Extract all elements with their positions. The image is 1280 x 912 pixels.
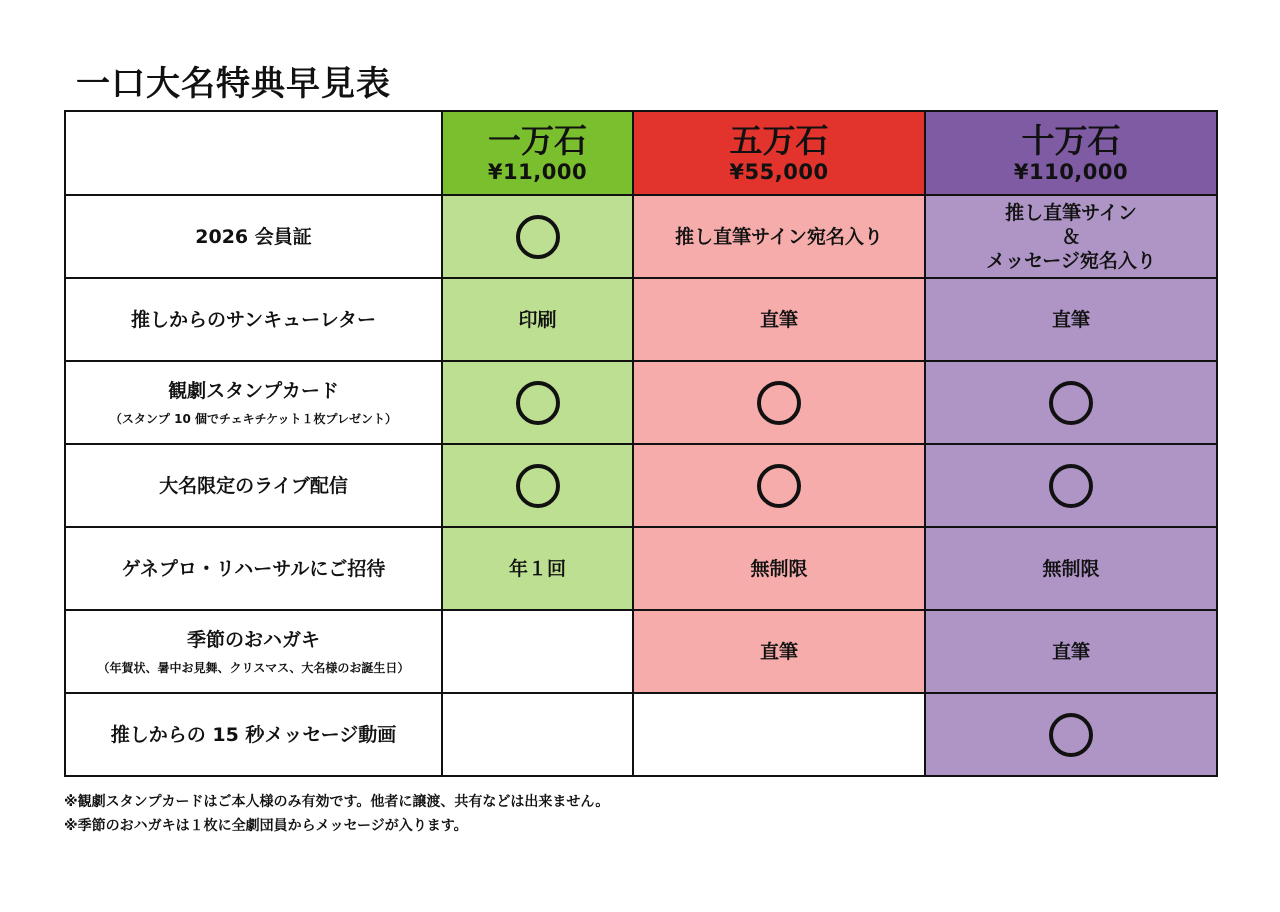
- tier-price: ¥55,000: [729, 160, 829, 184]
- corner-cell: [65, 111, 442, 195]
- benefit-row: [65, 527, 1217, 610]
- tier-1-cell: [442, 693, 633, 776]
- benefit-label-cell: [65, 693, 442, 776]
- benefit-rows: [65, 195, 1217, 776]
- tier-header-2: [633, 111, 925, 195]
- tier-2-cell: [633, 610, 925, 693]
- benefit-label: 季節のおハガキ: [186, 628, 320, 651]
- benefit-value: 推し直筆サイン宛名入り: [675, 225, 883, 248]
- tier-3-cell: [925, 278, 1217, 361]
- included-circle-icon: [516, 381, 560, 425]
- tier-2-cell: [633, 693, 925, 776]
- tier-1-cell: [442, 610, 633, 693]
- tier-3-cell: [925, 444, 1217, 527]
- benefit-row: [65, 693, 1217, 776]
- benefit-label-cell: [65, 610, 442, 693]
- tier-3-cell: [925, 195, 1217, 278]
- benefit-label: 観劇スタンプカード: [168, 379, 339, 402]
- included-circle-icon: [757, 464, 801, 508]
- benefit-label: 大名限定のライブ配信: [159, 474, 348, 497]
- benefit-value-line: メッセージ宛名入り: [986, 249, 1156, 272]
- tier-1-cell: [442, 361, 633, 444]
- benefit-value: 無制限: [1042, 557, 1100, 580]
- benefit-label: ゲネプロ・リハーサルにご招待: [121, 557, 386, 580]
- tier-1-cell: [442, 195, 633, 278]
- included-circle-icon: [516, 464, 560, 508]
- benefit-value-line: 推し直筆サイン: [1005, 201, 1137, 224]
- benefit-label-cell: [65, 527, 442, 610]
- benefit-value: 印刷: [518, 308, 557, 331]
- benefit-value: 直筆: [1051, 640, 1090, 663]
- tier-3-cell: [925, 610, 1217, 693]
- tier-1-cell: [442, 527, 633, 610]
- tier-3-cell: [925, 527, 1217, 610]
- benefit-row: [65, 195, 1217, 278]
- benefit-value: 直筆: [759, 308, 798, 331]
- included-circle-icon: [516, 215, 560, 259]
- tier-header-3: [925, 111, 1217, 195]
- tier-header-row: [65, 111, 1217, 195]
- benefits-table: [64, 110, 1218, 777]
- page-title: 一口大名特典早見表: [76, 64, 391, 104]
- tier-name: 一万石: [488, 121, 587, 160]
- benefit-label-cell: [65, 361, 442, 444]
- tier-price: ¥11,000: [487, 160, 588, 184]
- benefit-row: [65, 278, 1217, 361]
- tier-2-cell: [633, 361, 925, 444]
- footnotes: [64, 790, 609, 838]
- benefit-label-cell: [65, 195, 442, 278]
- included-circle-icon: [1049, 381, 1093, 425]
- included-circle-icon: [1049, 713, 1093, 757]
- tier-2-cell: [633, 527, 925, 610]
- footnote: ※観劇スタンプカードはご本人様のみ有効です。他者に譲渡、共有などは出来ません。: [64, 794, 610, 810]
- tier-name: 十万石: [1021, 121, 1121, 160]
- tier-2-cell: [633, 444, 925, 527]
- footnote: ※季節のおハガキは１枚に全劇団員からメッセージが入ります。: [64, 818, 468, 834]
- tier-header-1: [442, 111, 633, 195]
- tier-price: ¥110,000: [1013, 160, 1129, 184]
- included-circle-icon: [757, 381, 801, 425]
- benefit-note: （年賀状、暑中お見舞、クリスマス、大名様のお誕生日）: [97, 660, 410, 675]
- benefit-row: [65, 444, 1217, 527]
- benefit-note: （スタンプ 10 個でチェキチケット１枚プレゼント）: [109, 411, 398, 426]
- tier-3-cell: [925, 361, 1217, 444]
- tier-2-cell: [633, 195, 925, 278]
- tier-1-cell: [442, 444, 633, 527]
- benefit-value-line: ＆: [1061, 225, 1081, 248]
- benefit-label-cell: [65, 444, 442, 527]
- included-circle-icon: [1049, 464, 1093, 508]
- tier-3-cell: [925, 693, 1217, 776]
- benefit-row: [65, 610, 1217, 693]
- benefit-label: 推しからの 15 秒メッセージ動画: [110, 723, 397, 746]
- benefit-value: 直筆: [759, 640, 798, 663]
- benefit-label: 推しからのサンキューレター: [131, 308, 376, 331]
- benefit-value: 無制限: [750, 557, 808, 580]
- benefit-label: 2026 会員証: [195, 225, 312, 248]
- tier-1-cell: [442, 278, 633, 361]
- benefit-value: 直筆: [1051, 308, 1090, 331]
- tier-2-cell: [633, 278, 925, 361]
- benefit-label-cell: [65, 278, 442, 361]
- tier-name: 五万石: [729, 121, 829, 160]
- benefit-row: [65, 361, 1217, 444]
- benefit-value: 年１回: [508, 557, 566, 580]
